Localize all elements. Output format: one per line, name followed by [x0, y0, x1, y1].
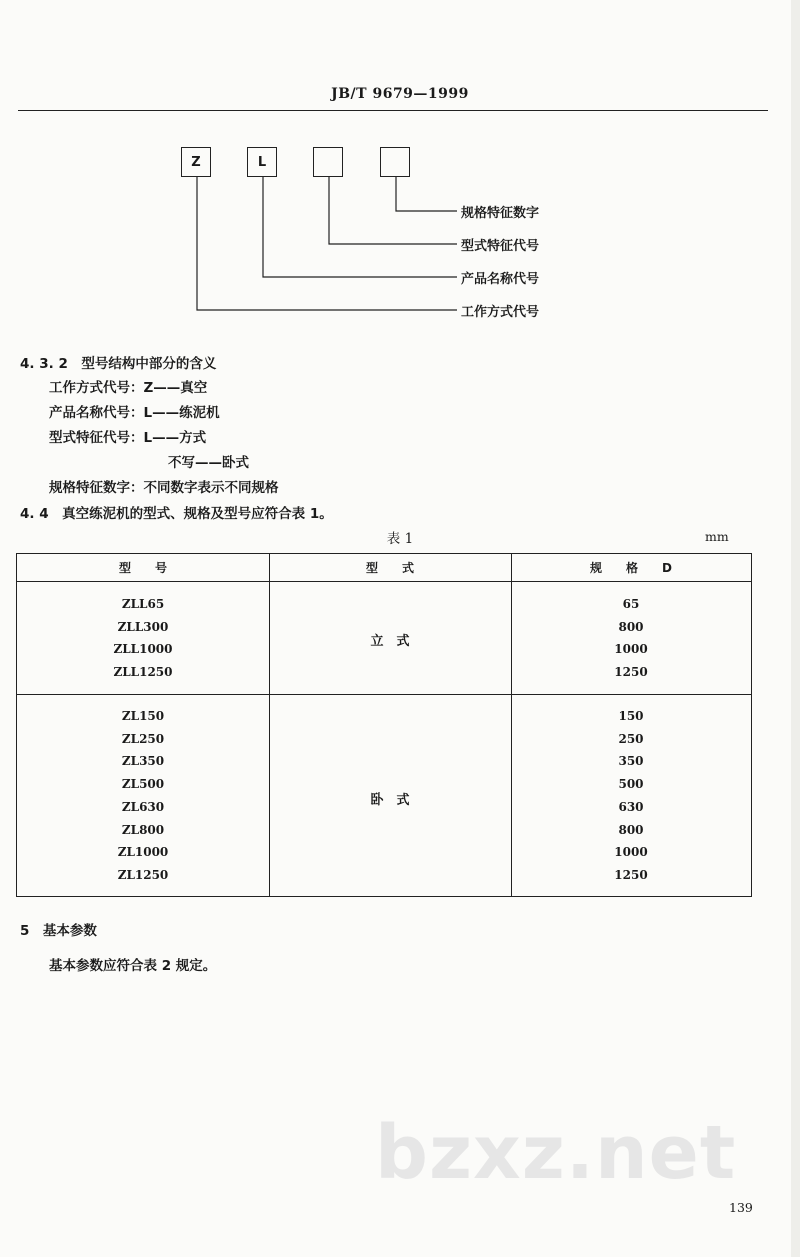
table-unit: mm	[705, 529, 729, 544]
spec-table	[16, 553, 752, 897]
label-type-feature: 型式特征代号	[461, 239, 540, 254]
table-row: 1000	[614, 845, 648, 860]
label-working-mode: 工作方式代号	[461, 305, 540, 320]
meaning-line-type-feature: 型式特征代号：L——方式	[49, 430, 207, 446]
table-row: 1000	[614, 642, 648, 657]
section-5-text: 基本参数应符合表 2 规定。	[49, 958, 217, 974]
code-box-working-mode: Z	[181, 147, 211, 177]
table-row: 800	[618, 619, 644, 634]
table-row: ZL250	[121, 731, 165, 746]
table-header-type: 型 式	[365, 561, 414, 575]
code-diagram-connectors	[0, 0, 800, 340]
document-header: JB/T 9679—1999	[331, 86, 469, 102]
table-cell-models	[17, 593, 269, 684]
connector-spec-number	[396, 177, 457, 211]
meaning-line-spec-number: 规格特征数字：不同数字表示不同规格	[49, 480, 279, 496]
meaning-line-type-horizontal: 不写——卧式	[168, 455, 249, 471]
table-row: 65	[622, 597, 640, 611]
table-row: ZL1000	[117, 845, 169, 860]
table-group-rule	[17, 694, 751, 695]
table-row: 1250	[614, 665, 648, 680]
code-box-product-name: L	[247, 147, 277, 177]
table-row: ZL150	[121, 709, 165, 723]
meaning-line-product-name: 产品名称代号：L——练泥机	[49, 405, 220, 421]
table-row: ZLL1250	[113, 665, 173, 680]
label-product-name: 产品名称代号	[461, 272, 540, 287]
table-row: 800	[618, 822, 644, 837]
table-header-model: 型 号	[118, 561, 167, 575]
table-row: 500	[618, 777, 644, 792]
table-row: ZLL300	[117, 619, 169, 634]
table-row: 1250	[614, 867, 648, 882]
table-row: 630	[618, 799, 644, 814]
section-4-3-2-heading: 4. 3. 2 型号结构中部分的含义	[20, 356, 217, 372]
page-number: 139	[729, 1200, 753, 1215]
table-row: ZLL65	[121, 597, 165, 611]
table-cell-type-horizontal: 卧 式	[370, 793, 410, 808]
table-row: ZL800	[121, 822, 165, 837]
table-caption: 表 1	[386, 531, 414, 547]
table-header-spec: 规 格 D	[590, 561, 672, 575]
table-row: 250	[618, 731, 644, 746]
table-row: ZL350	[121, 754, 165, 769]
section-4-4-text: 4. 4 真空练泥机的型式、规格及型号应符合表 1。	[20, 506, 333, 522]
table-cell-specs	[511, 705, 751, 887]
meaning-line-working-mode: 工作方式代号：Z——真空	[49, 380, 208, 396]
label-spec-number: 规格特征数字	[461, 206, 540, 221]
table-row: 350	[618, 754, 644, 769]
table-cell-models	[17, 705, 269, 887]
table-row: ZL500	[121, 777, 165, 792]
watermark: bzxz.net	[375, 1110, 737, 1196]
table-column-divider	[269, 554, 270, 896]
table-cell-type-vertical: 立 式	[370, 634, 410, 649]
table-row: 150	[618, 709, 644, 723]
table-row: ZL1250	[117, 867, 169, 882]
table-header-rule	[17, 581, 751, 582]
table-row: ZLL1000	[113, 642, 173, 657]
connector-product-name	[263, 177, 457, 277]
table-row: ZL630	[121, 799, 165, 814]
section-5-heading: 5 基本参数	[20, 923, 97, 939]
table-cell-specs	[511, 593, 751, 684]
